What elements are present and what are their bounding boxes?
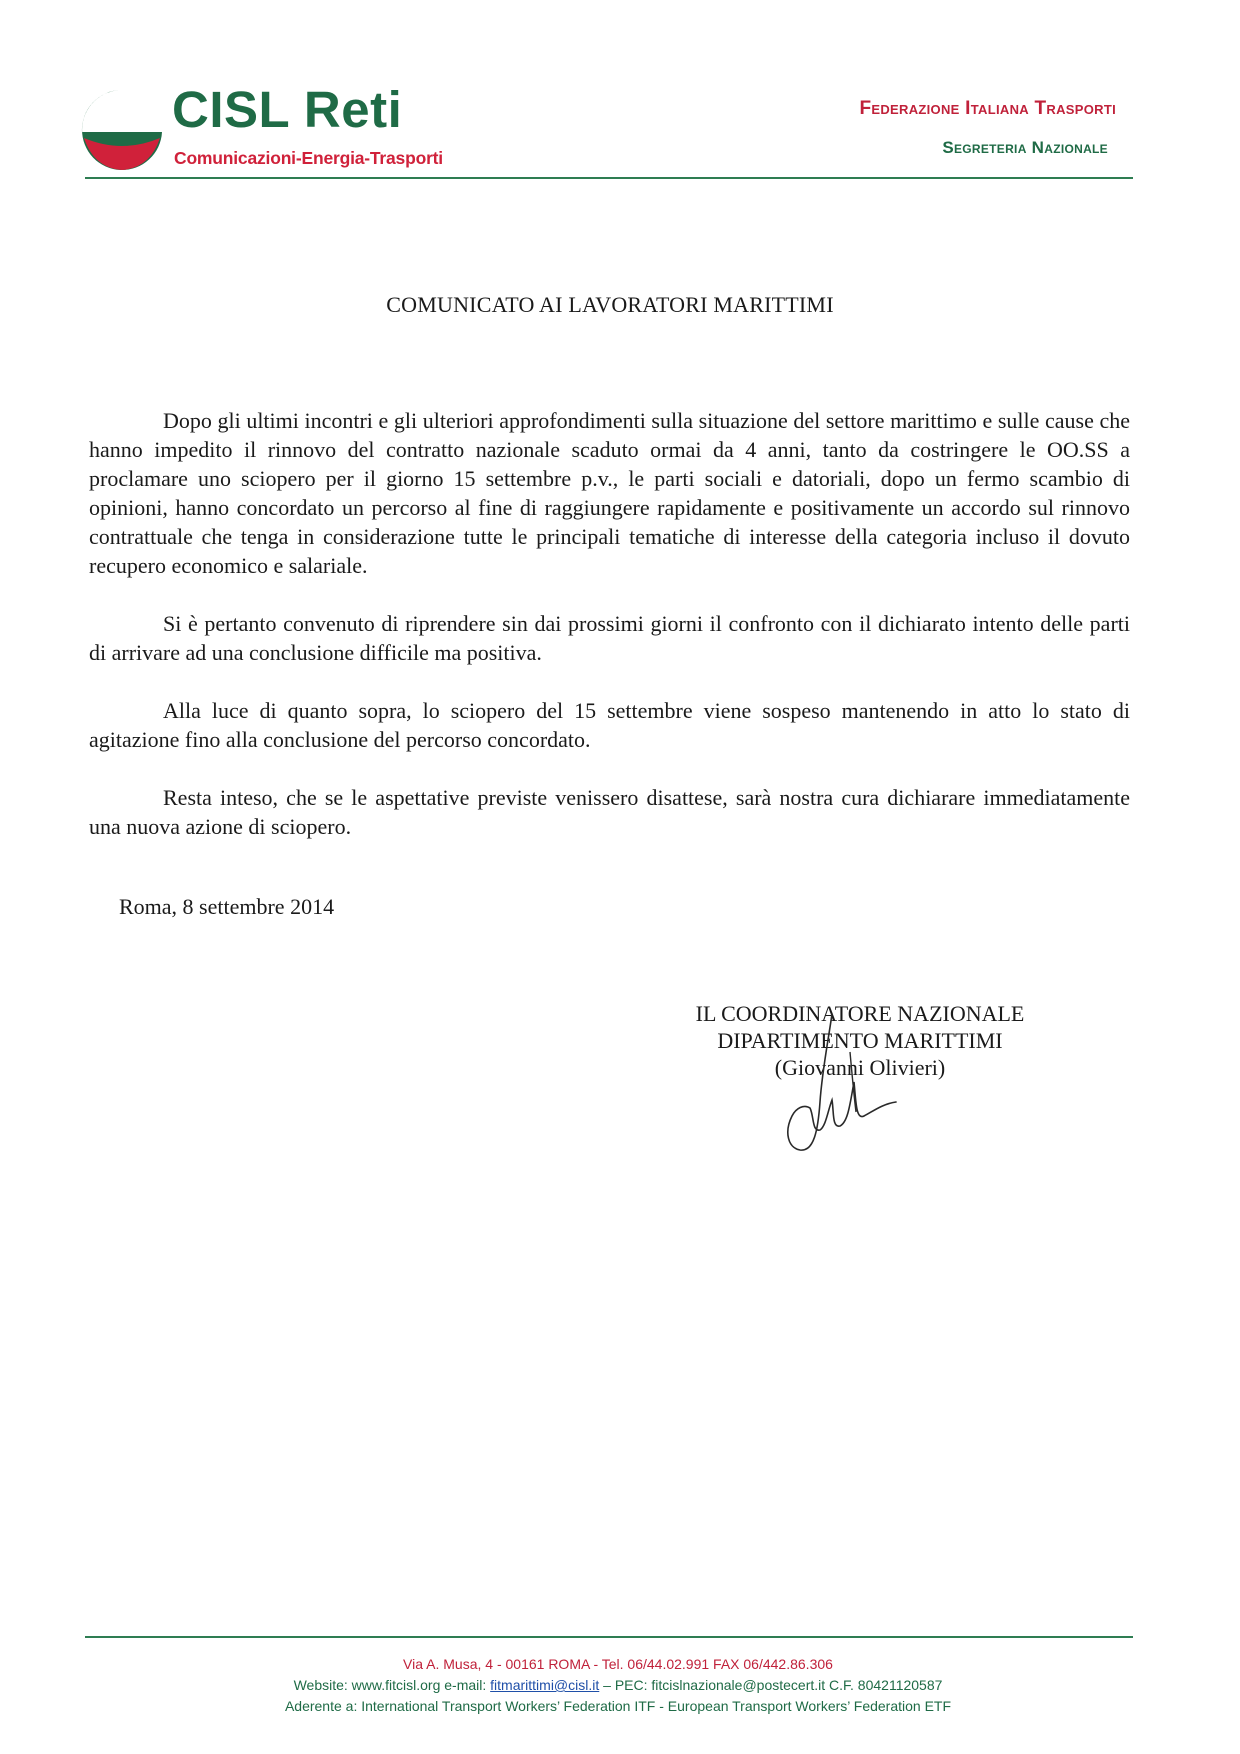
- fit-logo-badge-icon: [80, 88, 164, 172]
- document-date: Roma, 8 settembre 2014: [119, 894, 335, 919]
- paragraph-4: Resta inteso, che se le aspettative previste venissero disattese, sarà nostra cura dichiarare immediatamente una nuova azione di sciopero.: [89, 785, 1130, 839]
- footer-email-link[interactable]: fitmarittimi@cisl.it: [490, 1677, 600, 1693]
- footer-divider: [85, 1636, 1133, 1638]
- header-divider: [85, 177, 1133, 179]
- paragraph-2: Si è pertanto convenuto di riprendere sin dai prossimi giorni il confronto con il dichiarato intento delle parti di arrivare ad una conclusione difficile ma positiva.: [89, 611, 1130, 665]
- logo-subtitle: Comunicazioni-Energia-Trasporti: [174, 148, 443, 168]
- signatory-department: DIPARTIMENTO MARITTIMI: [717, 1028, 1003, 1053]
- paragraph-3: Alla luce di quanto sopra, lo sciopero del 15 settembre viene sospeso mantenendo in atto lo stato di agitazione fino alla conclusione del percorso concordato.: [89, 698, 1130, 752]
- footer-contacts: [0, 1675, 1236, 1696]
- signatory-name: (Giovanni Olivieri): [774, 1055, 946, 1080]
- paragraph-1: Dopo gli ultimi incontri e gli ulteriori approfondimenti sulla situazione del settore marittimo e sulle cause che hanno impedito il rinnovo del contratto nazionale scaduto ormai da 4 anni, tanto da costringere le OO.SS a proclamare uno sciopero per il giorno 15 settembre p.v., le parti sociali e datoriali, dopo un fermo scambio di opinioni, hanno concordato un percorso al fine di raggiungere rapidamente e positivamente un accordo sul rinnovo contrattuale che tenga in considerazione tutte le principali tematiche di interesse della categoria incluso il dovuto recupero economico e salariale.: [89, 408, 1130, 578]
- document-title: COMUNICATO AI LAVORATORI MARITTIMI: [386, 292, 834, 317]
- logo-badge-text: FIT: [101, 101, 143, 132]
- footer-website: Website: www.fitcisl.org e-mail:: [293, 1677, 491, 1693]
- federation-title: Federazione Italiana Trasporti: [859, 98, 1116, 119]
- footer-affiliation: Aderente a: International Transport Workers’ Federation ITF - European Transport Workers’ Federation ETF: [284, 1698, 952, 1714]
- logo-name: CISL Reti: [172, 81, 403, 138]
- fit-cisl-logo: [80, 81, 443, 176]
- footer-pec: – PEC: fitcislnazionale@postecert.it C.F. 80421120587: [599, 1677, 943, 1693]
- signatory-role: IL COORDINATORE NAZIONALE: [695, 1001, 1025, 1026]
- footer-address: Via A. Musa, 4 - 00161 ROMA - Tel. 06/44.02.991 FAX 06/442.86.306: [403, 1656, 833, 1672]
- handwritten-signature-icon: [770, 1012, 910, 1162]
- footer: [0, 1654, 1236, 1717]
- department-title: Segreteria Nazionale: [942, 138, 1108, 157]
- document-body: [89, 406, 1130, 870]
